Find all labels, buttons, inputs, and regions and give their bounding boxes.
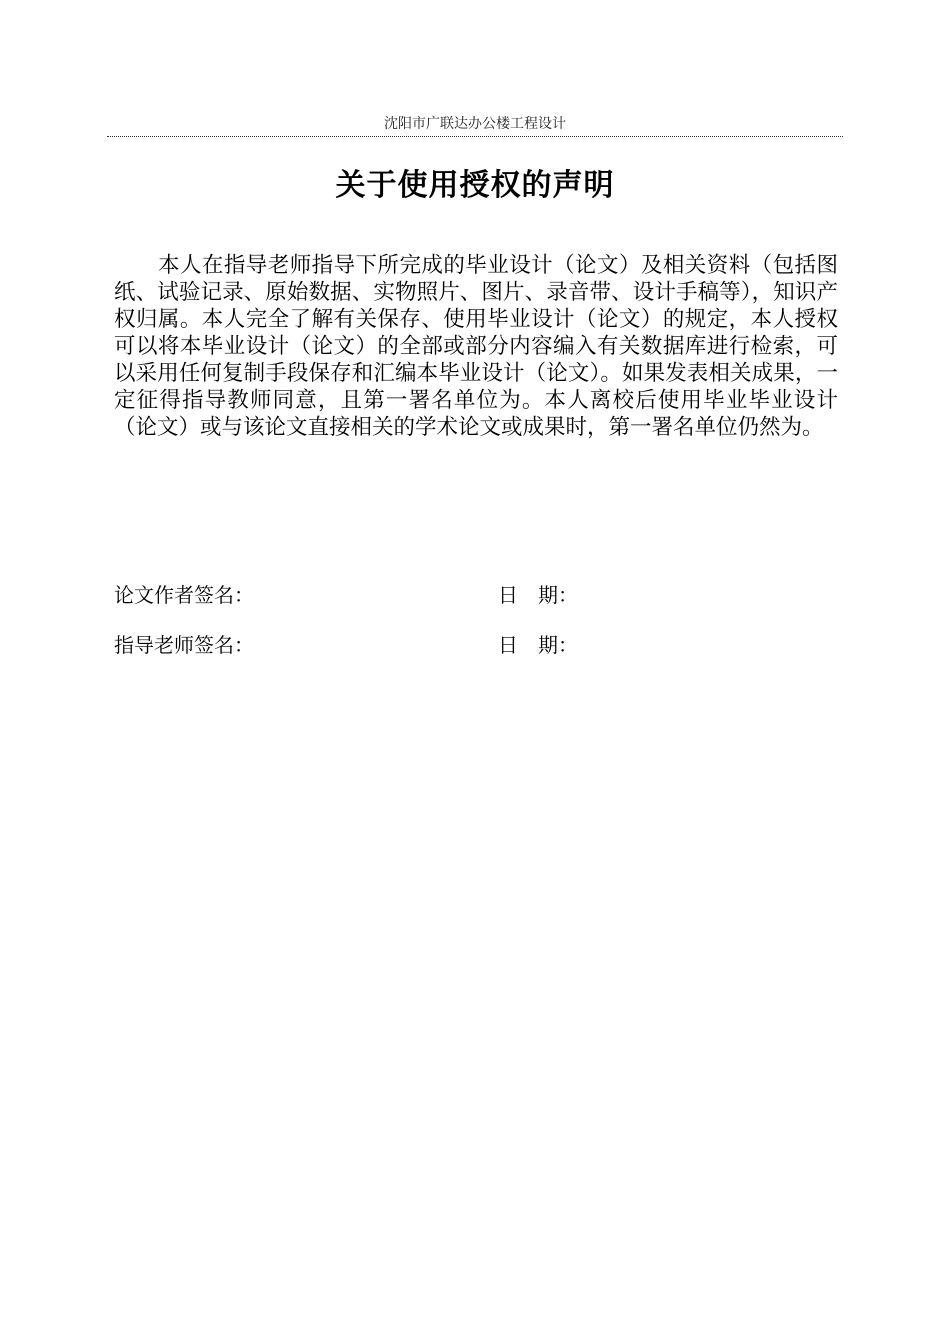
advisor-signature-label: 指导老师签名： bbox=[114, 633, 254, 657]
author-date-label: 日 期： bbox=[498, 583, 578, 607]
advisor-signature-row bbox=[114, 630, 838, 660]
page-title: 关于使用授权的声明 bbox=[335, 168, 615, 203]
author-signature-row bbox=[114, 580, 838, 610]
author-signature-label: 论文作者签名： bbox=[114, 583, 254, 607]
advisor-date-label: 日 期： bbox=[498, 633, 578, 657]
authorization-statement: 本人在指导老师指导下所完成的毕业设计（论文）及相关资料（包括图纸、试验记录、原始数据、实物照片、图片、录音带、设计手稿等），知识产权归属。本人完全了解有关保存、使用毕业设计（论文）的规定，本人授权可以将本毕业设计（论文）的全部或部分内容编入有关数据库进行检索，可以采用任何复制手段保存和汇编本毕业设计（论文）。如果发表相关成果，一定征得指导教师同意，且第一署名单位为。本人离校后使用毕业毕业设计（论文）或与该论文直接相关的学术论文或成果时，第一署名单位仍然为。 bbox=[114, 253, 838, 440]
running-header: 沈阳市广联达办公楼工程设计 bbox=[384, 116, 566, 132]
header-divider bbox=[107, 136, 843, 137]
